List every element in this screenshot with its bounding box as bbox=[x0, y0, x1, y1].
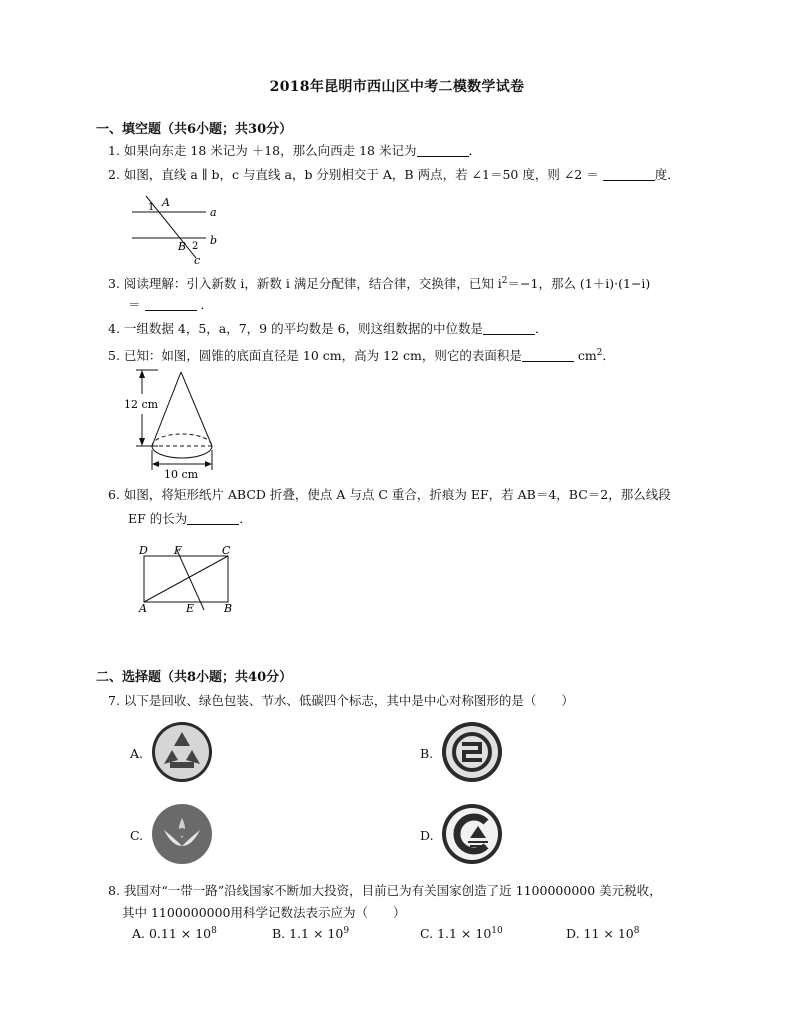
exponent: 2 bbox=[501, 276, 508, 286]
question-3-text-cont: ＝−1，那么 (1＋i)·(1−i) bbox=[507, 276, 651, 292]
green-package-logo-icon bbox=[440, 720, 504, 784]
recycle-logo-icon bbox=[150, 720, 214, 784]
equals: ＝ bbox=[128, 297, 141, 312]
answer-blank bbox=[187, 510, 239, 525]
question-7-text: 7. 以下是回收、绿色包装、节水、低碳四个标志，其中是中心对称图形的是（ ） bbox=[108, 693, 574, 708]
answer-blank bbox=[522, 347, 574, 362]
question-2-text: 2. 如图，直线 a ∥ b，c 与直线 a，b 分别相交于 A，B 两点，若 ∠1＝50 度，则 ∠2 ＝ bbox=[108, 167, 599, 182]
label-E: E bbox=[186, 602, 195, 614]
option-D-exponent: 8 bbox=[633, 926, 640, 936]
height-label: 12 cm bbox=[124, 398, 159, 411]
answer-blank bbox=[417, 142, 469, 157]
label-c: c bbox=[194, 254, 201, 264]
water-saving-logo-icon bbox=[150, 802, 214, 866]
option-D[interactable] bbox=[566, 926, 640, 941]
question-2 bbox=[108, 164, 718, 186]
diameter-label: 10 cm bbox=[164, 468, 199, 481]
option-B-label: B. bbox=[420, 746, 434, 761]
label-A: A bbox=[162, 196, 170, 209]
question-1-text: 1. 如果向东走 18 米记为 ＋18，那么向西走 18 米记为 bbox=[108, 143, 417, 158]
label-B: B bbox=[224, 602, 233, 614]
q5-cone-figure bbox=[122, 366, 232, 482]
low-carbon-logo-icon bbox=[440, 802, 504, 866]
question-6-line2 bbox=[128, 508, 252, 530]
question-8-text: 8. 我国对“一带一路”沿线国家不断加大投资，目前已为有关国家创造了近 1100000000 美元税收， bbox=[108, 883, 662, 898]
label-C: C bbox=[222, 544, 231, 557]
option-D-text: D. 11 × 10 bbox=[566, 926, 634, 942]
option-C-text: C. 1.1 × 10 bbox=[420, 926, 492, 942]
punct: 度． bbox=[654, 167, 680, 182]
question-7 bbox=[108, 690, 718, 712]
angle-1: 1 bbox=[148, 202, 155, 213]
answer-blank bbox=[483, 320, 535, 335]
answer-blank bbox=[603, 166, 655, 181]
question-6-text: 6. 如图，将矩形纸片 ABCD 折叠，使点 A 与点 C 重合，折痕为 EF，若 AB＝4，BC＝2，那么线段 bbox=[108, 487, 671, 502]
punct: ． bbox=[468, 143, 482, 158]
question-6-text-cont: EF 的长为 bbox=[128, 511, 188, 526]
label-a: a bbox=[210, 206, 217, 219]
question-3-text: 3. 阅读理解：引入新数 i，新数 i 满足分配律，结合律，交换律，已知 i bbox=[108, 276, 502, 292]
unit: cm bbox=[577, 348, 597, 364]
punct: ． bbox=[535, 321, 548, 336]
option-B-exponent: 9 bbox=[343, 926, 350, 936]
option-C-label: C. bbox=[130, 828, 144, 843]
option-A[interactable] bbox=[132, 926, 217, 941]
option-D-label: D. bbox=[420, 828, 434, 843]
label-b: b bbox=[210, 234, 218, 247]
section-fill-in: 一、填空题（共6小题；共30分） bbox=[96, 122, 293, 137]
punct: ． bbox=[239, 511, 252, 526]
angle-2: 2 bbox=[192, 241, 199, 252]
section-multiple-choice: 二、选择题（共8小题；共40分） bbox=[96, 670, 293, 685]
question-5-text: 5. 已知：如图，圆锥的底面直径是 10 cm，高为 12 cm，则它的表面积是 bbox=[108, 348, 522, 364]
question-8 bbox=[108, 880, 718, 902]
option-C[interactable] bbox=[420, 926, 503, 941]
question-6 bbox=[108, 484, 718, 506]
question-1 bbox=[108, 140, 718, 162]
option-A-exponent: 8 bbox=[211, 926, 217, 936]
question-4 bbox=[108, 318, 718, 340]
question-5 bbox=[108, 342, 718, 367]
question-8-line2 bbox=[122, 902, 406, 924]
question-4-text: 4. 一组数据 4，5，a，7，9 的平均数是 6，则这组数据的中位数是 bbox=[108, 321, 484, 336]
q6-rectangle-figure bbox=[136, 542, 240, 614]
option-A-text: A. 0.11 × 10 bbox=[132, 926, 212, 942]
q2-parallel-lines-figure bbox=[126, 192, 226, 264]
option-C-exponent: 10 bbox=[491, 926, 503, 936]
question-3-line2 bbox=[128, 294, 213, 316]
option-A-label: A. bbox=[130, 746, 144, 761]
label-D: D bbox=[139, 544, 148, 557]
exponent: 2 bbox=[596, 348, 603, 358]
label-B: B bbox=[178, 240, 187, 253]
label-A: A bbox=[139, 602, 147, 614]
label-F: F bbox=[174, 544, 182, 557]
option-B-text: B. 1.1 × 10 bbox=[272, 926, 344, 942]
page-title: 2018年昆明市西山区中考二模数学试卷 bbox=[269, 79, 525, 95]
punct: ． bbox=[602, 348, 615, 364]
question-8-text-cont: 其中 1100000000用科学记数法表示应为（ ） bbox=[122, 905, 406, 920]
punct: ． bbox=[200, 297, 213, 312]
answer-blank bbox=[145, 296, 197, 311]
question-3 bbox=[108, 270, 718, 295]
option-B[interactable] bbox=[272, 926, 349, 941]
